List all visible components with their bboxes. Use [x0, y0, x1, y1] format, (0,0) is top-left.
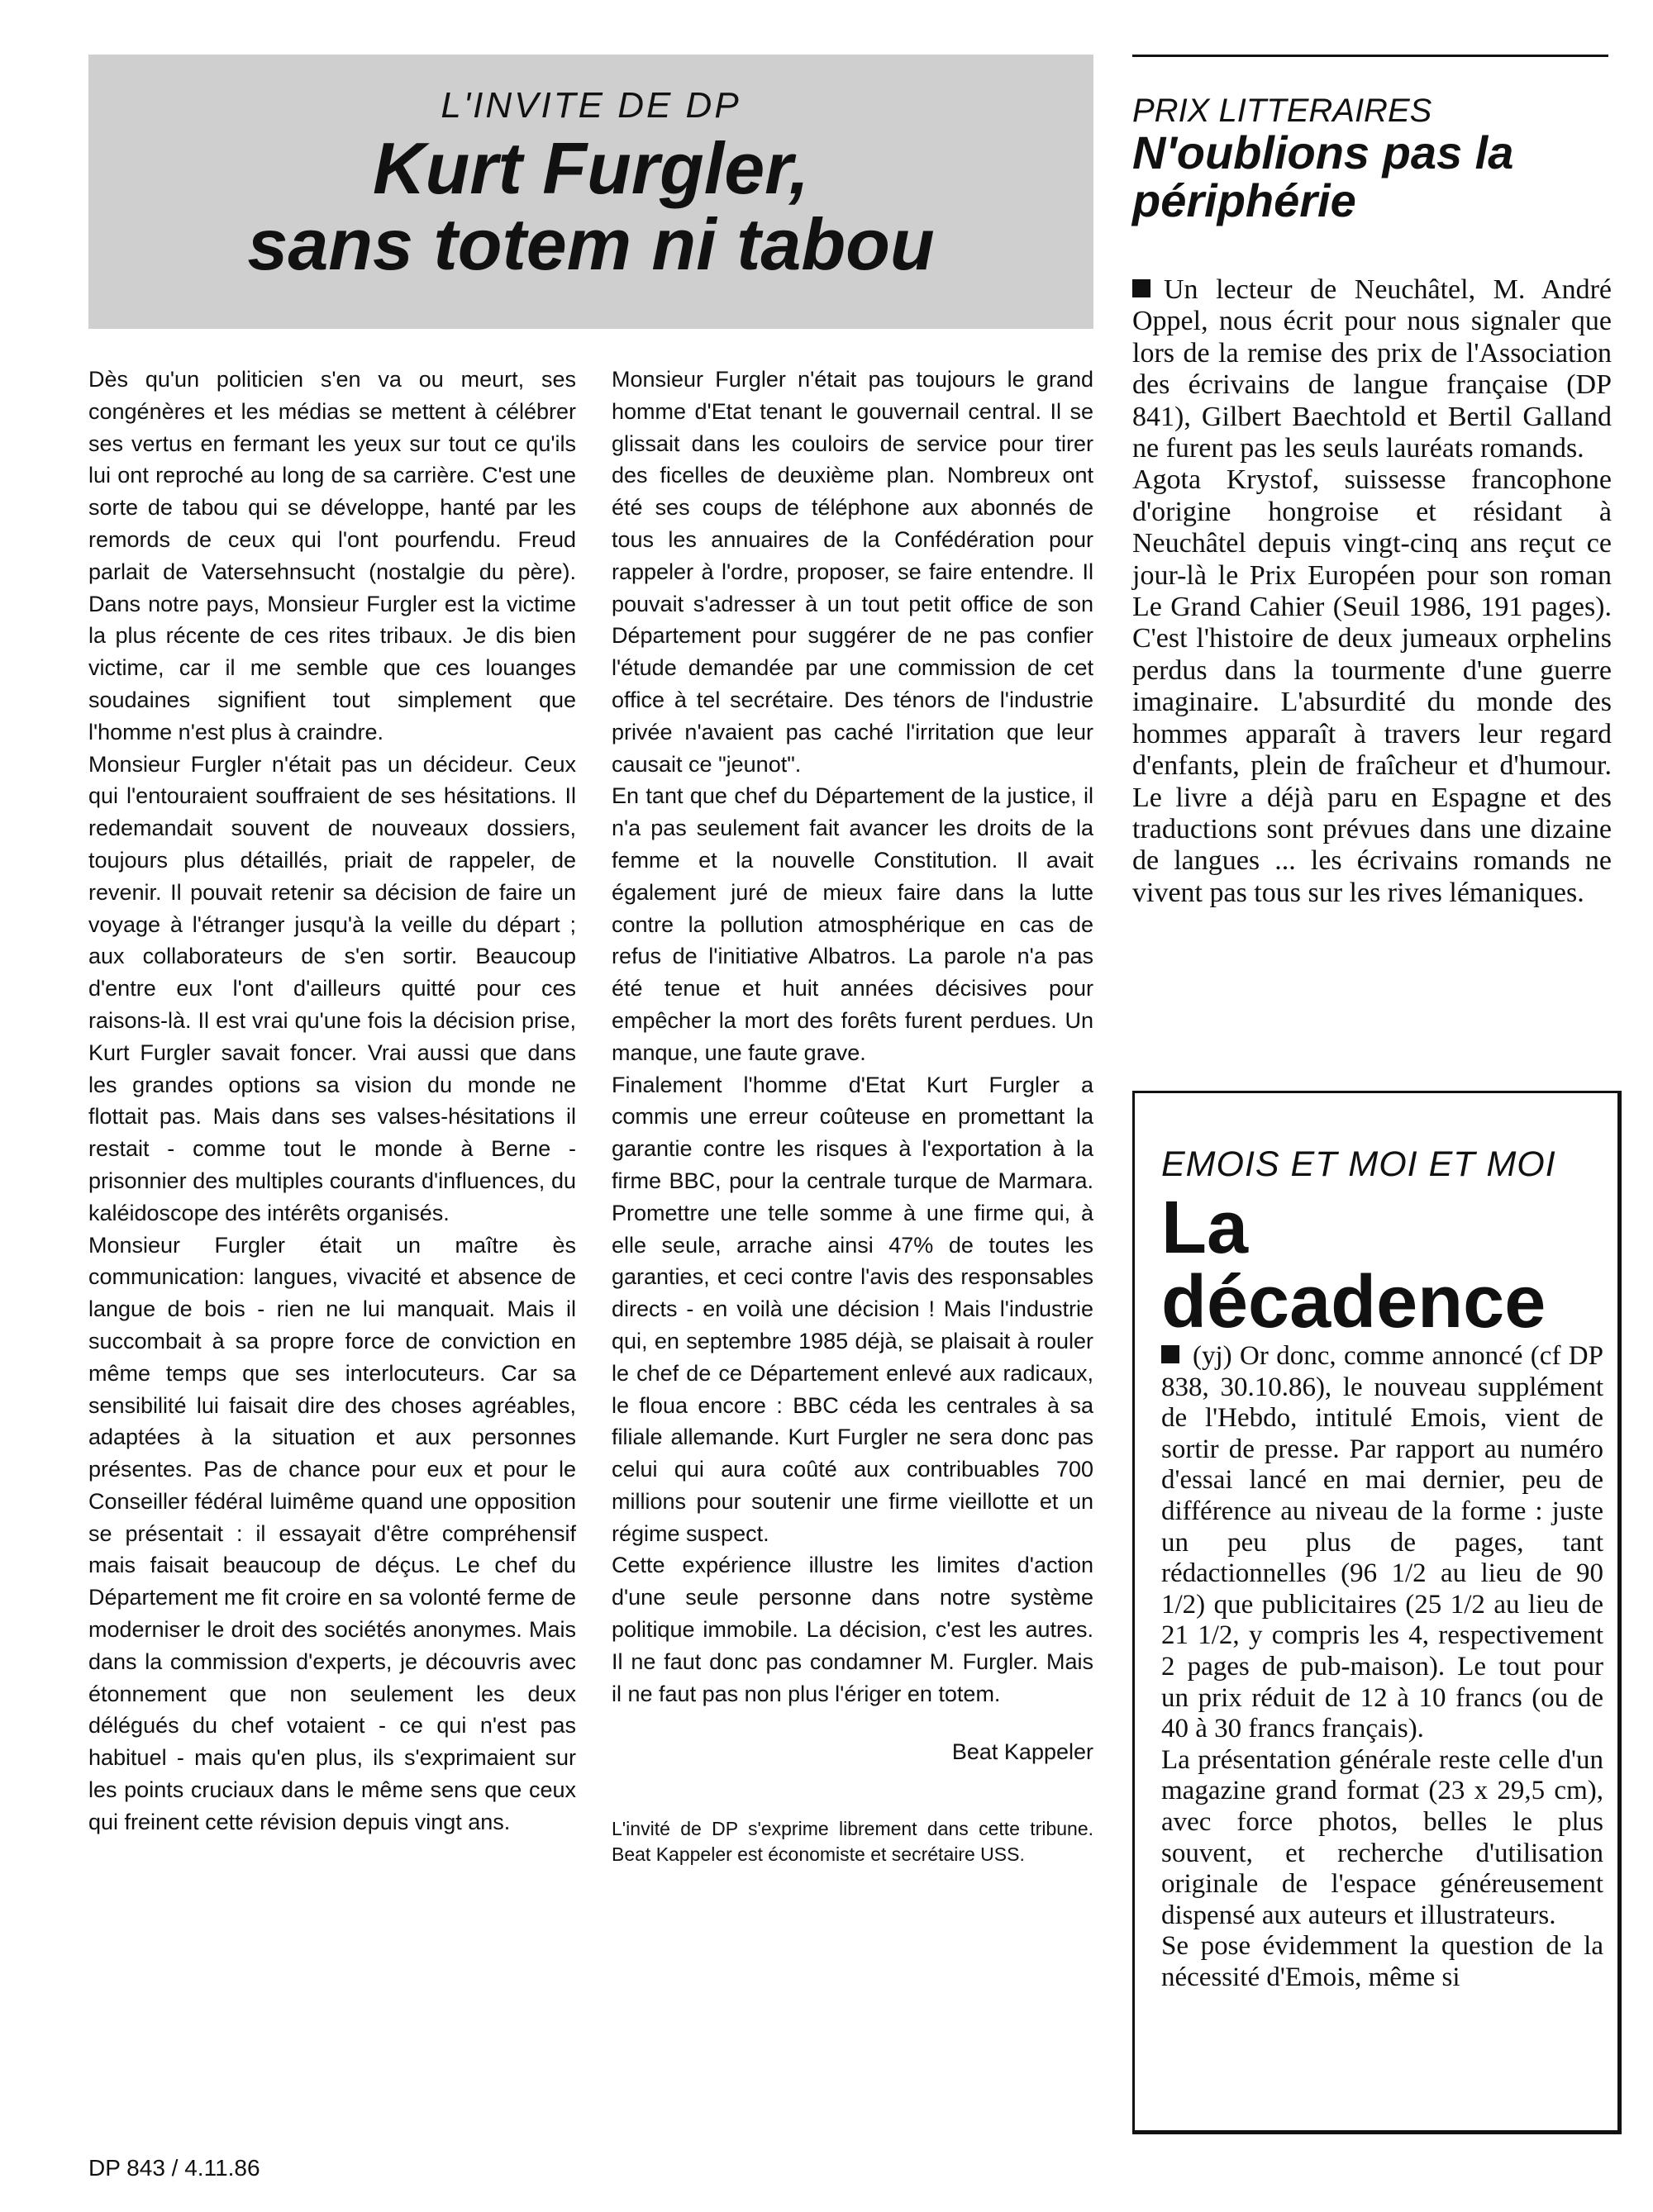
main-article-title-line2: sans totem ni tabou: [247, 203, 935, 285]
paragraph: [1132, 274, 1612, 464]
emois-title: La décadence: [1161, 1187, 1546, 1344]
paragraph: Agota Krystof, suissesse francophone d'origine hongroise et résidant à Neuchâtel depuis vingt-cinq ans reçut ce jour-là le Prix Européen pour son roman Le Grand Cahier (Seuil 1986, 191 pages). C'est l'histoire de deux jumeaux orphelins perdus dans la tourmente d'une guerre imaginaire. L'absurdité du monde des hommes apparaît à travers leur regard d'enfants, plein de fraîcheur et d'humour. Le livre a déjà paru en Espagne et des traductions sont prévues dans une dizaine de langues ... les écrivains romands ne vivent pas tous sur les rives lémaniques.: [1132, 464, 1612, 908]
paragraph: [1161, 1341, 1603, 1745]
paragraph: Dès qu'un politicien s'en va ou meurt, ses congénères et les médias se mettent à célébrer ses vertus en fermant les yeux sur tout ce qu'ils lui ont reproché au long de sa carrière. C'est une sorte de tabou qui se développe, hanté par les remords de ceux qui l'ont pourfendu. Freud parlait de Vatersehnsucht (nostalgie du père). Dans notre pays, Monsieur Furgler est la victime la plus récente de ces rites tribaux. Je dis bien victime, car il me semble que ces louanges soudaines signifient tout simplement que l'homme n'est plus à craindre.: [88, 367, 576, 744]
paragraph: Se pose évidemment la question de la nécessité d'Emois, même si: [1161, 1931, 1603, 1992]
square-bullet-icon: [1132, 279, 1150, 297]
main-article-header: [88, 55, 1093, 329]
paragraph: Finalement l'homme d'Etat Kurt Furgler a commis une erreur coûteuse en promettant la garantie contre les risques à l'exportation à la firme BBC, pour la centrale turque de Marmara. Promettre une telle somme à une firme qui, à elle seule, arrache ainsi 47% de toutes les garanties, et ceci contre l'avis des responsables directs - en voilà une décision ! Mais l'industrie qui, en septembre 1985 déjà, se plaisait à rouler le chef de ce Département enlevé aux radicaux, le floua encore : BBC céda les centrales à sa filiale allemande. Kurt Furgler ne sera donc pas celui qui aura coûté aux contribuables 700 millions pour soutenir une firme vieillotte et un régime suspect.: [612, 1072, 1093, 1546]
main-article-title-line1: Kurt Furgler,: [372, 127, 810, 209]
paragraph: Monsieur Furgler n'était pas un décideur. Ceux qui l'entouraient souffraient de ses hésitations. Il redemandait souvent de nouveaux dossiers, toujours plus détaillés, priait de rappeler, de revenir. Il pouvait retenir sa décision de faire un voyage à l'étranger jusqu'à la veille du départ ; aux collaborateurs de s'en sortir. Beaucoup d'entre eux l'ont d'ailleurs quitté pour ces raisons-là. Il est vrai qu'une fois la décision prise, Kurt Furgler savait foncer. Vrai aussi que dans les grandes options sa vision du monde ne flottait pas. Mais dans ses valses-hésitations il restait - comme tout le monde à Berne - prisonnier des multiples courants d'influences, du kaléidoscope des intérêts organisés.: [88, 751, 576, 1225]
section-divider: [1132, 55, 1608, 57]
prix-title: N'oublions pas la périphérie: [1132, 126, 1514, 226]
paragraph: Monsieur Furgler n'était pas toujours le grand homme d'Etat tenant le gouvernail central. Il se glissait dans les couloirs de service pour tirer des ficelles de deuxième plan. Nombreux ont été ses coups de téléphone aux abonnés de tous les annuaires de la Confédération pour rappeler à l'ordre, proposer, se faire entendre. Il pouvait s'adresser à un tout petit office de son Département pour suggérer de ne pas confier l'étude demandée par une commission de cet office à tel secrétaire. Des ténors de l'industrie privée n'avaient pas caché l'irritation que leur causait ce "jeunot".: [612, 367, 1093, 777]
emois-box: [1132, 1091, 1622, 2134]
paragraph: Monsieur Furgler était un maître ès communication: langues, vivacité et absence de langue de bois - rien ne lui manquait. Mais il succombait à sa propre force de conviction en même temps que ses interlocuteurs. Car sa sensibilité lui faisait dire des choses agréables, adaptées à la situation et aux personnes présentes. Pas de chance pour eux et pour le Conseiller fédéral luimême quand une opposition se présentait : il essayait d'être compréhensif mais faisait beaucoup de déçus. Le chef du Département me fit croire en sa volonté ferme de moderniser le droit des sociétés anonymes. Mais dans la commission d'experts, je découvris avec étonnement que non seulement les deux délégués du chef votaient - ce qui n'est pas habituel - mais qu'en plus, ils s'exprimaient sur les points cruciaux dans le même sens que ceux qui freinent cette révision depuis vingt ans.: [88, 1232, 576, 1834]
prix-body: [1132, 274, 1612, 909]
paragraph-text: Un lecteur de Neuchâtel, M. André Oppel, nous écrit pour nous signaler que lors de la remise des prix de l'Association des écrivains de langue française (DP 841), Gilbert Baechtold et Bertil Galland ne furent pas les seuls lauréats romands.: [1132, 274, 1612, 464]
paragraph: La présentation générale reste celle d'un magazine grand format (23 x 29,5 cm), avec force photos, belles le plus souvent, et recherche d'utilisation originale de l'espace généreusement dispensé aux auteurs et illustrateurs.: [1161, 1744, 1603, 1930]
main-article-kicker: L'INVITE DE DP: [441, 85, 741, 126]
main-article-column-2: [612, 364, 1093, 1867]
paragraph: En tant que chef du Département de la justice, il n'a pas seulement fait avancer les droits de la femme et la nouvelle Constitution. Il avait également juré de mieux faire dans la lutte contre la pollution atmosphérique en cas de refus de l'initiative Albatros. La parole n'a pas été tenue et huit années décisives pour empêcher la mort des forêts furent perdues. Un manque, une faute grave.: [612, 783, 1093, 1065]
square-bullet-icon: [1161, 1345, 1179, 1363]
prix-kicker: PRIX LITTERAIRES: [1132, 93, 1432, 129]
main-article-title: [88, 127, 1093, 285]
author-footnote: L'invité de DP s'exprime librement dans cette tribune. Beat Kappeler est économiste et secrétaire USS.: [612, 1818, 1093, 1866]
paragraph: Cette expérience illustre les limites d'action d'une seule personne dans notre système politique immobile. La décision, c'est les autres. Il ne faut donc pas condamner M. Furgler. Mais il ne faut pas non plus l'ériger en totem.: [612, 1553, 1093, 1706]
emois-kicker: EMOIS ET MOI ET MOI: [1161, 1144, 1556, 1184]
page-folio: DP 843 / 4.11.86: [88, 2155, 260, 2181]
author-signature: Beat Kappeler: [951, 1739, 1093, 1765]
paragraph-text: (yj) Or donc, comme annoncé (cf DP 838, 30.10.86), le nouveau supplément de l'Hebdo, intitulé Emois, vient de sortir de presse. Par rapport au numéro d'essai lancé en mai dernier, peu de différence au niveau de la forme : juste un peu plus de pages, tant rédactionnelles (96 1/2 au lieu de 90 1/2) que publicitaires (25 1/2 au lieu de 21 1/2, y compris les 4, respectivement 2 pages de pub-maison). Le tout pour un prix réduit de 12 à 10 francs (ou de 40 à 30 francs français).: [1161, 1341, 1603, 1744]
main-article-column-1: [88, 364, 576, 1839]
emois-body: [1161, 1341, 1603, 1993]
